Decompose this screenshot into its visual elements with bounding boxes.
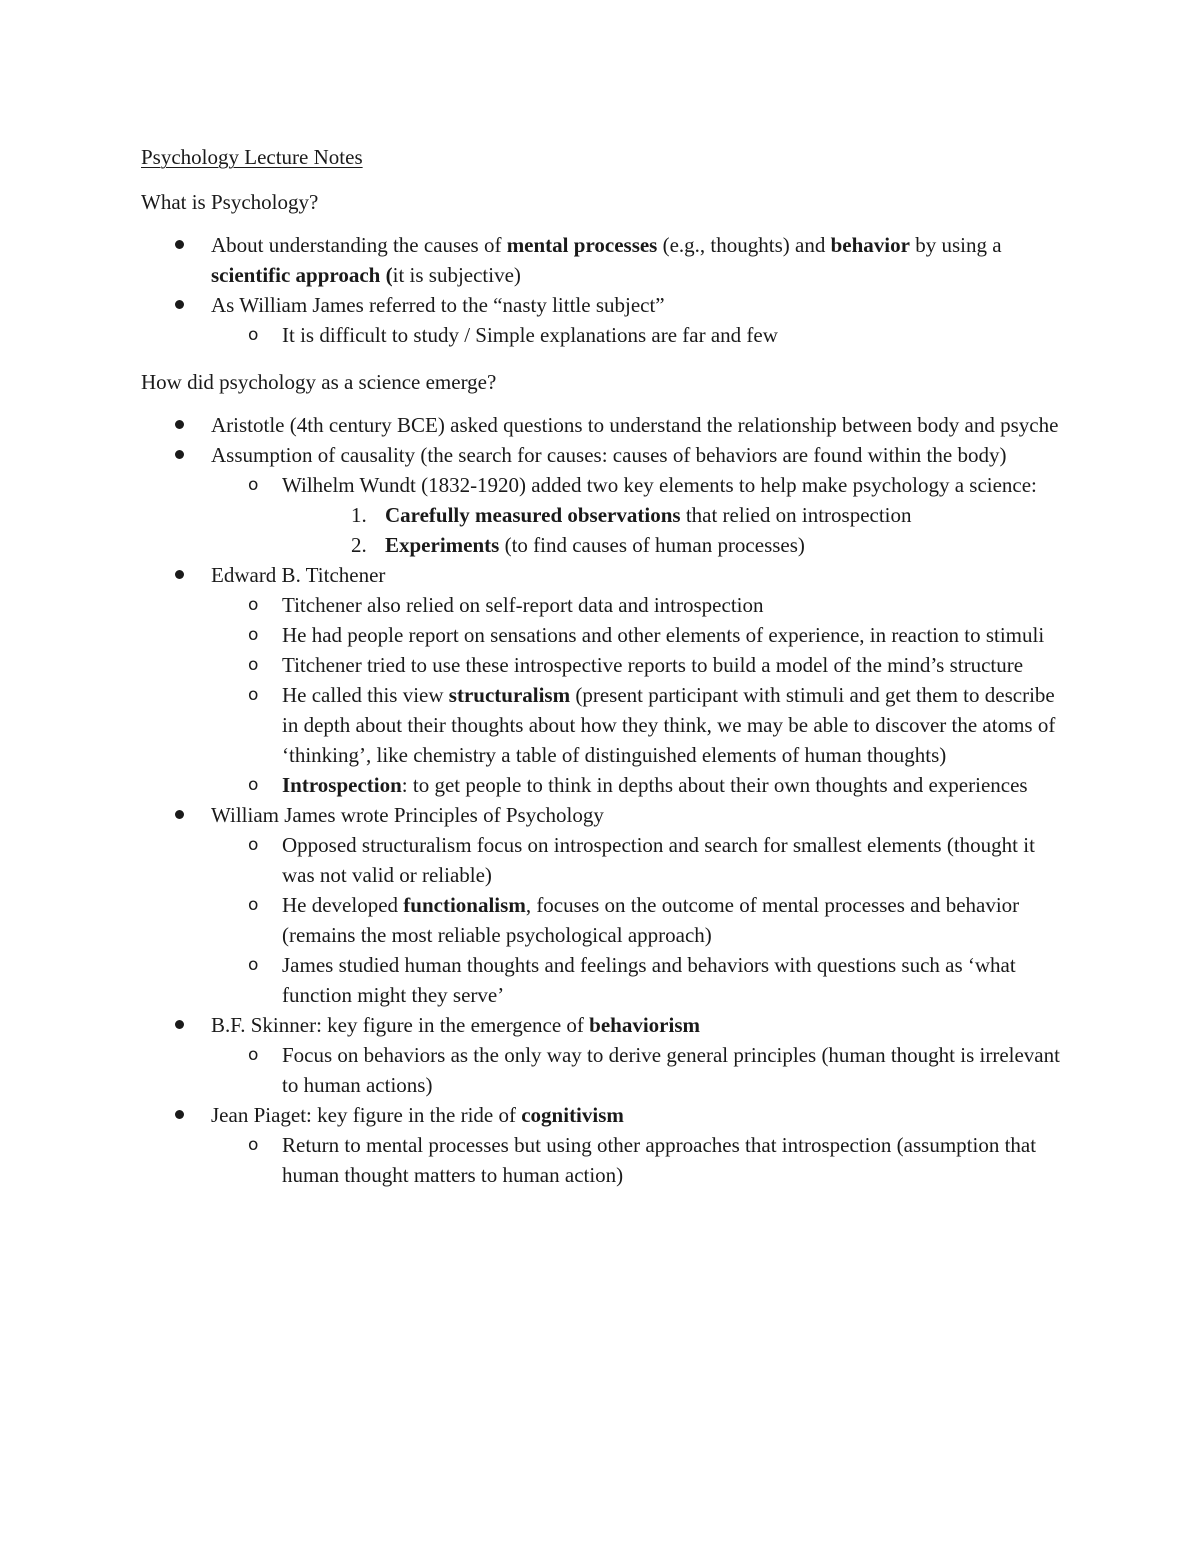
- list-item: Aristotle (4th century BCE) asked questions to understand the relationship between body and psyche: [141, 410, 1071, 440]
- bullet-icon: [175, 570, 184, 579]
- circle-bullet-icon: o: [248, 325, 259, 345]
- sub-list-item: o Titchener tried to use these introspective reports to build a model of the mind’s structure: [141, 650, 1071, 680]
- section2-list: [141, 410, 1071, 1190]
- circle-bullet-icon: o: [248, 595, 259, 615]
- numbered-item: 2. Experiments (to find causes of human processes): [351, 533, 805, 557]
- sub-list-item: o It is difficult to study / Simple explanations are far and few: [141, 320, 1071, 350]
- sub-list-item: o Titchener also relied on self-report data and introspection: [141, 590, 1071, 620]
- bullet-icon: [175, 300, 184, 309]
- list-item: As William James referred to the “nasty little subject”: [141, 290, 1071, 320]
- sub-list-item: o He developed functionalism, focuses on the outcome of mental processes and behavior (remains the most reliable psychological approach): [141, 890, 1071, 950]
- sub-list-item: o James studied human thoughts and feelings and behaviors with questions such as ‘what function might they serve’: [141, 950, 1071, 1010]
- circle-bullet-icon: o: [248, 1045, 259, 1065]
- sub-list-item: o He had people report on sensations and other elements of experience, in reaction to stimuli: [141, 620, 1071, 650]
- numbered-item: 1. Carefully measured observations that relied on introspection: [351, 503, 912, 527]
- bullet-icon: [175, 1110, 184, 1119]
- circle-bullet-icon: o: [248, 955, 259, 975]
- circle-bullet-icon: o: [248, 895, 259, 915]
- list-item: Jean Piaget: key figure in the ride of cognitivism: [141, 1100, 1071, 1130]
- circle-bullet-icon: o: [248, 625, 259, 645]
- circle-bullet-icon: o: [248, 775, 259, 795]
- bullet-icon: [175, 450, 184, 459]
- section-heading-what-is-psychology: What is Psychology?: [141, 190, 319, 214]
- list-item: William James wrote Principles of Psychology: [141, 800, 1071, 830]
- circle-bullet-icon: o: [248, 655, 259, 675]
- list-item: About understanding the causes of mental processes (e.g., thoughts) and behavior by using a scientific approach (it is subjective): [141, 230, 1071, 290]
- circle-bullet-icon: o: [248, 835, 259, 855]
- circle-bullet-icon: o: [248, 475, 259, 495]
- bullet-icon: [175, 1020, 184, 1029]
- bullet-icon: [175, 420, 184, 429]
- page-title: Psychology Lecture Notes: [141, 145, 363, 169]
- list-item: B.F. Skinner: key figure in the emergence of behaviorism: [141, 1010, 1071, 1040]
- sub-list-item: o Introspection: to get people to think in depths about their own thoughts and experiences: [141, 770, 1071, 800]
- section-heading-emergence: How did psychology as a science emerge?: [141, 370, 497, 394]
- section1-list: [141, 230, 1071, 350]
- sub-list-item: o He called this view structuralism (present participant with stimuli and get them to describe in depth about their thoughts about how they think, we may be able to discover the atoms of ‘thinking’, like chemistry a table of distinguished elements of human thoughts): [141, 680, 1071, 770]
- sub-list-item: o Return to mental processes but using other approaches that introspection (assumption that human thought matters to human action): [141, 1130, 1071, 1190]
- sub-list-item: o Opposed structuralism focus on introspection and search for smallest elements (thought it was not valid or reliable): [141, 830, 1071, 890]
- sub-list-item: o Focus on behaviors as the only way to derive general principles (human thought is irrelevant to human actions): [141, 1040, 1071, 1100]
- bullet-icon: [175, 810, 184, 819]
- circle-bullet-icon: o: [248, 1135, 259, 1155]
- sub-list-item: o Wilhelm Wundt (1832-1920) added two key elements to help make psychology a science:: [141, 470, 1071, 500]
- list-item: Edward B. Titchener: [141, 560, 1071, 590]
- list-item: Assumption of causality (the search for causes: causes of behaviors are found within the body): [141, 440, 1071, 470]
- circle-bullet-icon: o: [248, 685, 259, 705]
- bullet-icon: [175, 240, 184, 249]
